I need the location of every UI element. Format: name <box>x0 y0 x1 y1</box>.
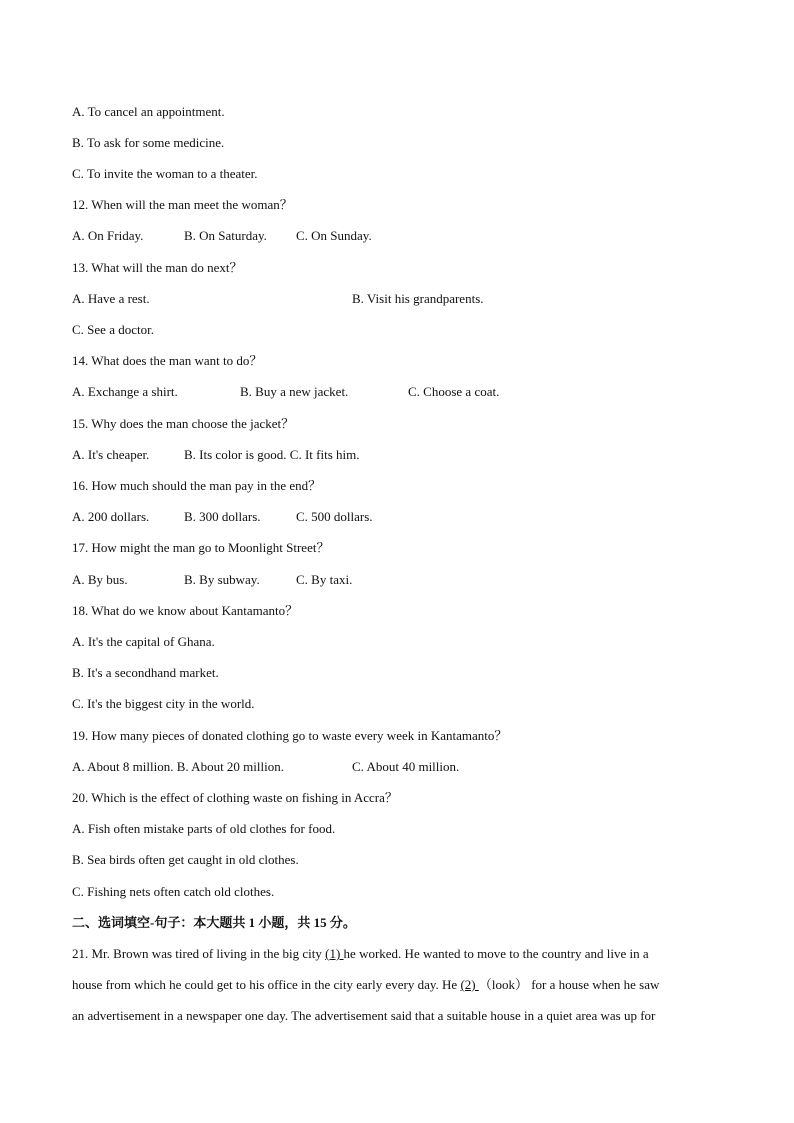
q13-option-c: C. See a doctor. <box>72 322 154 337</box>
q17-option-c: C. By taxi. <box>296 572 353 587</box>
q15-question: 15. Why does the man choose the jacket？ <box>72 416 295 431</box>
q15-option-bc: B. Its color is good. C. It fits him. <box>184 447 360 462</box>
passage-text: 21. Mr. Brown was tired of living in the big city <box>72 946 326 961</box>
passage-line-3: an advertisement in a newspaper one day. The advertisement said that a suitable house in a quiet area was up for <box>72 1008 656 1023</box>
q18-option-c: C. It's the biggest city in the world. <box>72 696 255 711</box>
q11-option-b: B. To ask for some medicine. <box>72 135 225 150</box>
q12-options <box>72 228 722 244</box>
q15-options <box>72 447 722 463</box>
q16-question: 16. How much should the man pay in the end？ <box>72 478 322 493</box>
q18-question: 18. What do we know about Kantamanto？ <box>72 603 299 618</box>
q16-option-c: C. 500 dollars. <box>296 509 373 524</box>
q13-options <box>72 291 722 307</box>
q17-option-b: B. By subway. <box>184 572 260 587</box>
q14-option-b: B. Buy a new jacket. <box>240 384 349 399</box>
q11-option-a: A. To cancel an appointment. <box>72 104 225 119</box>
section-2-heading: 二、选词填空-句子：本大题共 1 小题，共 15 分。 <box>72 915 356 930</box>
q20-option-b: B. Sea birds often get caught in old clothes. <box>72 852 299 867</box>
blank-2[interactable]: (2) <box>460 977 479 992</box>
q16-options <box>72 509 722 525</box>
q17-options <box>72 572 722 588</box>
passage-text: he worked. He wanted to move to the country and live in a <box>343 946 649 961</box>
q11-option-c: C. To invite the woman to a theater. <box>72 166 258 181</box>
q12-option-c: C. On Sunday. <box>296 228 372 243</box>
blank-1[interactable]: (1) <box>325 946 344 961</box>
q12-question: 12. When will the man meet the woman？ <box>72 197 293 212</box>
q16-option-a: A. 200 dollars. <box>72 509 150 524</box>
q15-option-a: A. It's cheaper. <box>72 447 150 462</box>
passage-line-2 <box>72 977 659 993</box>
q19-question: 19. How many pieces of donated clothing go to waste every week in Kantamanto？ <box>72 728 508 743</box>
passage-line-1 <box>72 946 649 962</box>
q12-option-a: A. On Friday. <box>72 228 144 243</box>
q17-question: 17. How might the man go to Moonlight Street？ <box>72 540 330 555</box>
q19-option-c: C. About 40 million. <box>352 759 460 774</box>
q19-option-ab: A. About 8 million. B. About 20 million. <box>72 759 284 774</box>
q14-question: 14. What does the man want to do？ <box>72 353 263 368</box>
q19-options <box>72 759 722 775</box>
q14-option-c: C. Choose a coat. <box>408 384 500 399</box>
q13-question: 13. What will the man do next？ <box>72 260 243 275</box>
passage-text: （look） for a house when he saw <box>478 977 660 992</box>
q18-option-a: A. It's the capital of Ghana. <box>72 634 215 649</box>
q14-options <box>72 384 722 400</box>
q17-option-a: A. By bus. <box>72 572 128 587</box>
q20-option-c: C. Fishing nets often catch old clothes. <box>72 884 275 899</box>
q13-option-b: B. Visit his grandparents. <box>352 291 484 306</box>
q14-option-a: A. Exchange a shirt. <box>72 384 178 399</box>
q18-option-b: B. It's a secondhand market. <box>72 665 219 680</box>
q16-option-b: B. 300 dollars. <box>184 509 261 524</box>
q13-option-a: A. Have a rest. <box>72 291 150 306</box>
q12-option-b: B. On Saturday. <box>184 228 267 243</box>
passage-text: house from which he could get to his office in the city early every day. He <box>72 977 461 992</box>
q20-option-a: A. Fish often mistake parts of old clothes for food. <box>72 821 336 836</box>
q20-question: 20. Which is the effect of clothing waste on fishing in Accra？ <box>72 790 398 805</box>
